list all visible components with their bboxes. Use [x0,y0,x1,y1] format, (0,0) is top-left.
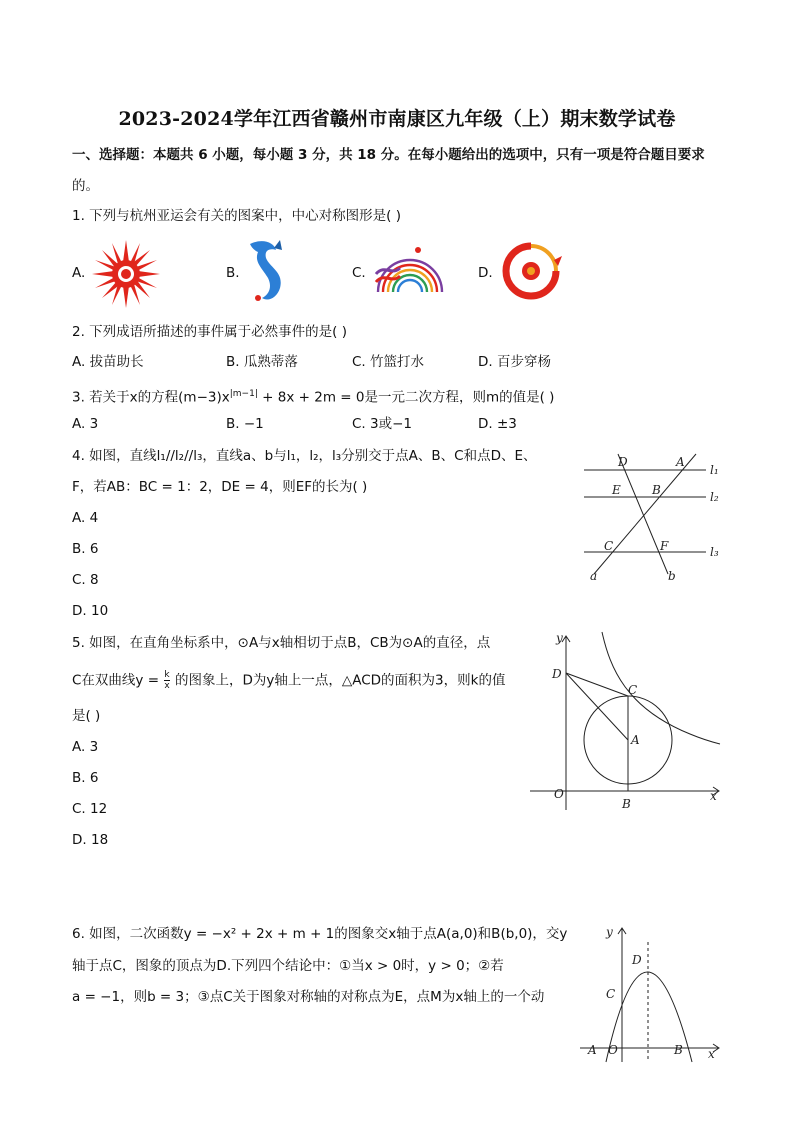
q4-option-a: A. 4 [72,510,99,526]
q3-option-c: C. 3或−1 [352,416,412,432]
q5-coordinate-figure [530,628,724,814]
q5-stem-line3: 是( ) [72,708,101,724]
fig5-label-b: B [622,797,631,811]
q5-fraction-denominator: x [164,681,170,691]
q3-stem-part2: + 8x + 2m = 0是一元二次方程，则m的值是( ) [257,389,555,406]
fig5-label-d: D [552,667,562,681]
fig4-label-d: D [618,455,628,469]
q5-stem-line2 [72,670,505,691]
fig6-label-b: B [674,1043,683,1057]
fig5-label-o: O [554,787,564,801]
q5-stem-line2-part1: C在双曲线y = [72,672,160,689]
q4-option-b: B. 6 [72,541,99,557]
q2-stem: 2. 下列成语所描述的事件属于必然事件的是( ) [72,324,347,340]
q5-option-a: A. 3 [72,739,99,755]
sun-emblem-image [90,238,162,310]
q1-option-a-label: A. [72,265,86,281]
q4-stem-line1: 4. 如图，直线l₁//l₂//l₃，直线a、b与l₁，l₂，l₃分别交于点A、B、C和点D、E、 [72,448,537,464]
fig6-label-d: D [632,953,642,967]
q3-stem-part1: 3. 若关于x的方程(m−3)x [72,389,230,406]
q4-option-d: D. 10 [72,603,109,619]
q1-option-c-label: C. [352,265,366,281]
q4-option-c: C. 8 [72,572,99,588]
hyperbola-curve [602,632,720,744]
q6-stem-line3: a = −1，则b = 3；③点C关于图象对称轴的对称点为E，点M为x轴上的一个动 [72,989,545,1005]
fig4-label-l1: l₁ [710,463,719,477]
q1-stem: 1. 下列与杭州亚运会有关的图案中，中心对称图形是( ) [72,208,401,224]
section-heading-cont: 的。 [72,178,99,194]
fig4-label-b-line: b [668,569,676,583]
section-heading: 一、选择题：本题共 6 小题，每小题 3 分，共 18 分。在每小题给出的选项中，只有一项是符合题目要求 [72,147,705,163]
fig5-label-x: x [710,789,717,803]
q3-stem [72,385,554,407]
q5-option-d: D. 18 [72,832,109,848]
q5-fraction [164,670,169,691]
q3-stem-exponent: |m−1| [229,389,258,399]
fig5-label-a: A [631,733,640,747]
q2-option-c: C. 竹篮打水 [352,354,425,370]
fig5-label-c: C [628,683,638,697]
fig6-label-x: x [708,1047,715,1061]
fig6-label-c: C [606,987,616,1001]
fig5-label-y: y [556,631,563,645]
q1-option-b-label: B. [226,265,240,281]
q5-option-b: B. 6 [72,770,99,786]
line-b [618,454,668,574]
fig4-label-e: E [612,483,621,497]
q6-parabola-figure [576,922,726,1064]
fig4-label-a-line: a [590,569,598,583]
rainbow-emblem-image [372,246,448,296]
q6-stem-line1: 6. 如图，二次函数y = −x² + 2x + m + 1的图象交x轴于点A(a,0)和B(b,0)，交y [72,926,568,942]
segment-da [566,673,628,740]
q4-stem-line2: F，若AB：BC = 1：2，DE = 4，则EF的长为( ) [72,479,368,495]
q4-parallel-lines-figure [578,446,728,586]
q6-stem-line2: 轴于点C，图象的顶点为D.下列四个结论中：①当x > 0时，y > 0；②若 [72,958,504,974]
q2-option-a: A. 拔苗助长 [72,354,144,370]
q2-option-b: B. 瓜熟蒂落 [226,354,298,370]
dragon-ring-emblem-image [496,240,566,302]
fig6-label-a: A [588,1043,597,1057]
fig4-label-a: A [676,455,685,469]
fig4-label-l2: l₂ [710,490,719,504]
q1-option-d-label: D. [478,265,493,281]
fig4-label-b: B [652,483,661,497]
line-a [594,454,696,574]
fish-emblem-image [240,236,300,308]
page-title: 2023-2024学年江西省赣州市南康区九年级（上）期末数学试卷 [118,108,676,130]
fig4-label-c: C [604,539,614,553]
q5-stem-line2-part2: 的图象上，D为y轴上一点，△ACD的面积为3，则k的值 [174,672,506,689]
fig4-label-f: F [660,539,669,553]
q3-option-b: B. −1 [226,416,264,432]
fig6-label-y: y [606,925,613,939]
q5-stem-line1: 5. 如图，在直角坐标系中，⊙A与x轴相切于点B，CB为⊙A的直径，点 [72,635,491,651]
q2-option-d: D. 百步穿杨 [478,354,551,370]
q3-option-a: A. 3 [72,416,99,432]
q5-option-c: C. 12 [72,801,108,817]
fig6-label-o: O [608,1043,618,1057]
q3-option-d: D. ±3 [478,416,517,432]
q5-fraction-numerator: k [164,670,170,680]
fig4-label-l3: l₃ [710,545,719,559]
